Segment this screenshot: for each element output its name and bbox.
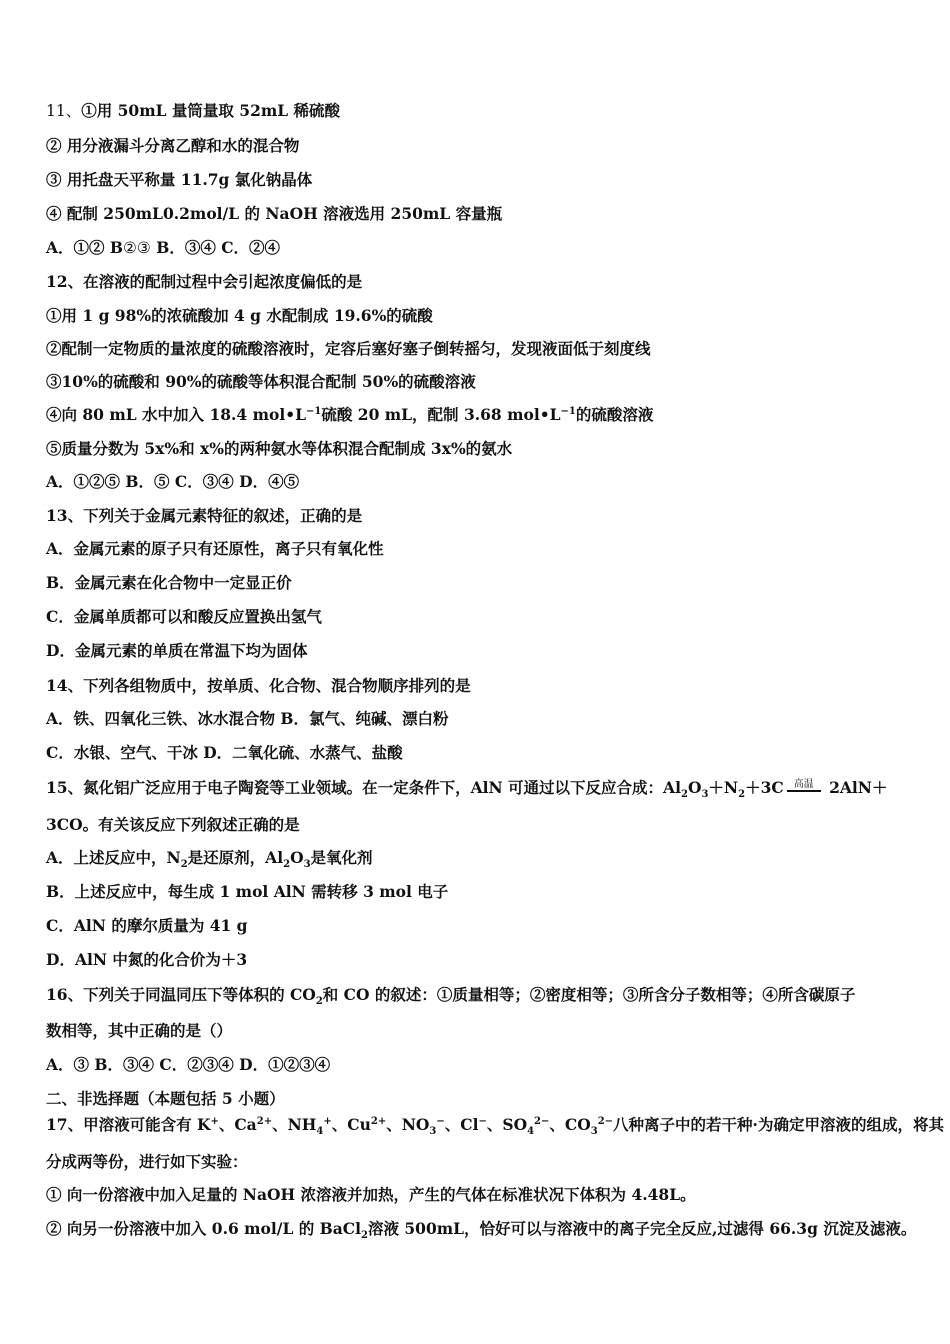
text-run: D．AlN 中氮的化合价为＋3 (46, 950, 248, 969)
subscript: 2 (680, 789, 688, 801)
text-run: B．上述反应中，每生成 1 mol AlN 需转移 3 mol 电子 (46, 882, 449, 901)
text-line (46, 1152, 248, 1172)
text-run: ＋N (708, 778, 739, 797)
text-run: 是还原剂，Al (187, 848, 284, 867)
text-run: 分成两等份，进行如下实验： (46, 1152, 248, 1171)
text-run: ①用 1 g 98%的浓硫酸加 4 g 水配制成 19.6%的硫酸 (46, 306, 433, 325)
text-run: 、Ca (218, 1115, 257, 1134)
subscript: 4 (316, 1126, 324, 1138)
text-run: ④向 80 mL 水中加入 18.4 mol•L (46, 405, 307, 424)
text-line (46, 848, 373, 871)
subscript: 4 (527, 1126, 535, 1138)
text-line (46, 306, 433, 326)
text-run: A．①②⑤ B．⑤ C．③④ D．④⑤ (46, 472, 300, 491)
text-run: A．③ B．③④ C．②③④ D．①②③④ (46, 1055, 331, 1074)
text-run: B．③④ C．②④ (150, 238, 281, 257)
text-run: 12、在溶液的配制过程中会引起浓度偏低的是 (46, 272, 363, 291)
text-run: A．上述反应中，N (46, 848, 181, 867)
text-run: ③10%的硫酸和 90%的硫酸等体积混合配制 50%的硫酸溶液 (46, 372, 476, 391)
text-run: 、SO (486, 1115, 528, 1134)
subscript: 3 (701, 789, 709, 801)
text-line (46, 136, 299, 156)
text-line (46, 882, 448, 902)
text-line (46, 539, 384, 559)
text-run: 16、下列关于同温同压下等体积的 CO (46, 985, 316, 1004)
subscript: 2 (315, 996, 323, 1008)
text-line (46, 1219, 917, 1242)
text-run: ＋3C (745, 778, 784, 797)
superscript: − (436, 1115, 445, 1127)
subscript: 3 (429, 1126, 437, 1138)
superscript: 2+ (256, 1115, 273, 1127)
text-run: 、Cl (444, 1115, 479, 1134)
text-line (46, 641, 307, 661)
text-line (46, 743, 403, 763)
text-run: C．水银、空气、干冰 D．二氧化硫、水蒸气、盐酸 (46, 743, 403, 762)
text-line (46, 985, 856, 1008)
text-run: 二、非选择题（本题包括 5 小题） (46, 1089, 285, 1108)
superscript: −1 (560, 405, 576, 417)
text-line (46, 778, 888, 801)
text-run: 溶液 500mL，恰好可以与溶液中的离子完全反应,过滤得 66.3g 沉淀及滤液。 (367, 1219, 917, 1238)
text-run: 2AlN＋ (823, 778, 888, 797)
text-line (46, 815, 300, 835)
text-run: 是氧化剂 (310, 848, 373, 867)
text-line (46, 472, 299, 492)
text-line (46, 1115, 944, 1138)
text-run: D．金属元素的单质在常温下均为固体 (46, 641, 308, 660)
text-run: 、Cu (331, 1115, 371, 1134)
text-run: ②配制一定物质的量浓度的硫酸溶液时，定容后塞好塞子倒转摇匀，发现液面低于刻度线 (46, 339, 651, 358)
superscript: + (323, 1115, 332, 1127)
text-line (46, 405, 653, 425)
text-run: 、NO (386, 1115, 430, 1134)
text-line (46, 1185, 696, 1205)
superscript: −1 (306, 405, 322, 417)
text-run: ⑤质量分数为 5x%和 x%的两种氨水等体积混合配制成 3x%的氨水 (46, 439, 513, 458)
text-run: 和 CO 的叙述：①质量相等；②密度相等；③所含分子数相等；④所含碳原子 (322, 985, 856, 1004)
text-line (46, 607, 322, 627)
text-run: ①用 50mL 量筒量取 52mL 稀硫酸 (81, 101, 341, 120)
subscript: 2 (180, 859, 188, 871)
superscript: 2+ (370, 1115, 387, 1127)
text-run: 的硫酸溶液 (575, 405, 654, 424)
text-run: 数相等，其中正确的是（） (46, 1021, 233, 1040)
text-run: A．金属元素的原子只有还原性，离子只有氧化性 (46, 539, 384, 558)
text-line (46, 272, 362, 292)
text-line (46, 950, 247, 970)
text-run: ④ 配制 250mL0.2mol/L 的 NaOH 溶液选用 250mL 容量瓶 (46, 204, 503, 223)
text-run: ②③ (123, 239, 151, 257)
text-line (46, 170, 312, 190)
text-run: O (687, 778, 702, 797)
text-run: ③ 用托盘天平称量 11.7g 氯化钠晶体 (46, 170, 313, 189)
text-line (46, 238, 280, 258)
text-run: A．铁、四氧化三铁、冰水混合物 B．氯气、纯碱、漂白粉 (46, 709, 449, 728)
text-run: ② 用分液漏斗分离乙醇和水的混合物 (46, 136, 300, 155)
text-line (46, 916, 248, 936)
text-run: O (290, 848, 304, 867)
subscript: 2 (361, 1230, 368, 1242)
text-run: ② 向另一份溶液中加入 0.6 mol/L 的 BaCl (46, 1219, 362, 1238)
text-run: A．①② B (46, 238, 124, 257)
text-run: C．金属单质都可以和酸反应置换出氢气 (46, 607, 322, 626)
subscript: 2 (738, 789, 746, 801)
text-run: B．金属元素在化合物中一定显正价 (46, 573, 292, 592)
text-line (46, 372, 476, 392)
text-line (46, 101, 340, 121)
text-line (46, 1089, 285, 1109)
subscript: 3 (590, 1126, 598, 1138)
superscript: 2− (597, 1115, 614, 1127)
text-line (46, 709, 449, 729)
text-line (46, 1021, 232, 1041)
text-line (46, 506, 362, 526)
text-run: 、NH (272, 1115, 317, 1134)
text-run: 3CO。有关该反应下列叙述正确的是 (46, 815, 300, 834)
subscript: 2 (283, 859, 291, 871)
text-run: 八种离子中的若干种·为确定甲溶液的组成，将其 (613, 1115, 944, 1134)
text-run: 13、下列关于金属元素特征的叙述，正确的是 (46, 506, 363, 525)
text-run: ① 向一份溶液中加入足量的 NaOH 浓溶液并加热，产生的气体在标准状况下体积为 4.48L。 (46, 1185, 696, 1204)
text-run: C．AlN 的摩尔质量为 41 g (46, 916, 248, 935)
superscript: 2− (534, 1115, 550, 1127)
text-line (46, 204, 502, 224)
text-line (46, 573, 292, 593)
text-run: 14、下列各组物质中，按单质、化合物、混合物顺序排列的是 (46, 676, 471, 695)
subscript: 3 (303, 859, 311, 871)
text-run: 、CO (549, 1115, 591, 1134)
text-line (46, 1055, 330, 1075)
text-line (46, 676, 471, 696)
text-run: 15、氮化铝广泛应用于电子陶瓷等工业领域。在一定条件下，AlN 可通过以下反应合成：Al (46, 778, 681, 797)
text-run: 硫酸 20 mL，配制 3.68 mol•L (321, 405, 561, 424)
text-line (46, 439, 512, 459)
text-run: 11、 (46, 102, 82, 120)
text-run: 17、甲溶液可能含有 K (46, 1115, 211, 1134)
superscript: − (478, 1115, 487, 1127)
text-line (46, 339, 651, 359)
reaction-condition: 高温 (787, 780, 821, 792)
superscript: + (210, 1115, 219, 1127)
